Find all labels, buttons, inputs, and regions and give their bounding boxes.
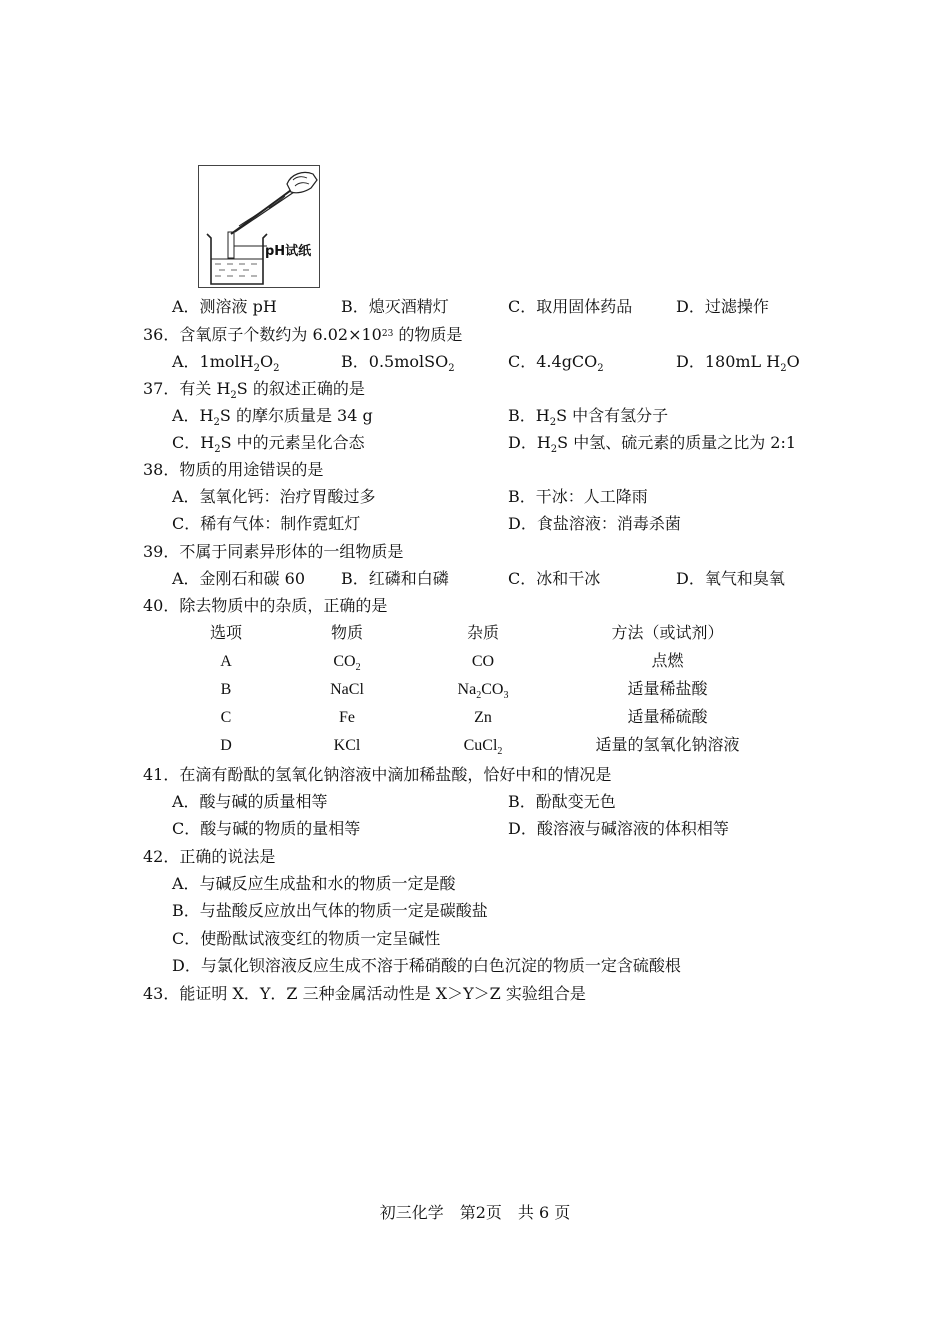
q41-option-c: C．酸与碱的物质的量相等 <box>172 819 361 838</box>
q38-option-c: C．稀有气体：制作霓虹灯 <box>172 514 361 533</box>
q38-option-a: A．氢氧化钙：治疗胃酸过多 <box>172 487 376 506</box>
q35-option-a: A．测溶液 pH <box>172 297 277 316</box>
cell-option: D <box>220 737 232 754</box>
q37-option-a: A．$H_2S$ 的摩尔质量是 34 g <box>172 406 373 428</box>
q41-option-a: A．酸与碱的质量相等 <box>172 792 328 811</box>
cell-option: C <box>220 709 232 726</box>
ph-test-figure <box>198 165 320 288</box>
q37-option-d: D．$H_2S$ 中氢、硫元素的质量之比为 2:1 <box>508 433 797 455</box>
q42-option-a: A．与碱反应生成盐和水的物质一定是酸 <box>172 874 456 893</box>
q38-option-b: B．干冰：人工降雨 <box>508 487 648 506</box>
q35-option-b: B．熄灭酒精灯 <box>341 297 449 316</box>
cell-substance: $CO_2$ <box>333 653 361 673</box>
cell-impurity: Zn <box>474 709 492 726</box>
q39-option-d: D．氧气和臭氧 <box>676 569 785 588</box>
cell-option: B <box>220 681 232 698</box>
ph-paper-label: pH试纸 <box>265 244 312 259</box>
beaker-illustration <box>199 166 319 287</box>
q39-option-a: A．金刚石和碳 60 <box>172 569 306 588</box>
q36-stem: 36．含氧原子个数约为 $6.02\times 10^{23}$ 的物质是 <box>143 325 463 344</box>
q37-stem: 37．有关 $H_2S$ 的叙述正确的是 <box>143 379 365 401</box>
q37-option-b: B．$H_2S$ 中含有氢分子 <box>508 406 669 428</box>
cell-impurity: CO <box>471 653 495 670</box>
q43-stem: 43．能证明 X．Y．Z 三种金属活动性是 X＞Y＞Z 实验组合是 <box>143 984 586 1003</box>
q38-option-d: D．食盐溶液：消毒杀菌 <box>508 514 681 533</box>
cell-method: 点燃 <box>651 653 684 670</box>
q39-stem: 39．不属于同素异形体的一组物质是 <box>143 542 404 561</box>
cell-method: 适量的氢氧化钠溶液 <box>595 737 740 754</box>
cell-option: A <box>220 653 232 670</box>
q42-stem: 42．正确的说法是 <box>143 847 276 866</box>
q40-stem: 40．除去物质中的杂质，正确的是 <box>143 596 388 615</box>
cell-substance: Fe <box>339 709 355 726</box>
cell-impurity: CuCl$_2$ <box>463 737 503 757</box>
cell-method: 适量稀硫酸 <box>627 709 708 726</box>
q36-option-b: B．0.5molSO$_2$ <box>341 352 455 374</box>
q39-option-b: B．红磷和白磷 <box>341 569 449 588</box>
table-header-option: 选项 <box>209 625 242 642</box>
cell-method: 适量稀盐酸 <box>627 681 708 698</box>
q37-option-c: C．$H_2S$ 中的元素呈化合态 <box>172 433 365 455</box>
q42-option-b: B．与盐酸反应放出气体的物质一定是碳酸盐 <box>172 901 488 920</box>
q35-option-d: D．过滤操作 <box>676 297 769 316</box>
q39-option-c: C．冰和干冰 <box>508 569 601 588</box>
cell-substance: NaCl <box>330 681 364 698</box>
table-header-impurity: 杂质 <box>466 625 499 642</box>
page-footer: 初三化学 第2页 共 6 页 <box>379 1203 571 1222</box>
q36-option-d: D．180mL $H_2O$ <box>676 352 800 374</box>
q35-option-c: C．取用固体药品 <box>508 297 633 316</box>
cell-impurity: $Na_2CO_3$ <box>457 681 509 701</box>
q42-option-c: C．使酚酞试液变红的物质一定呈碱性 <box>172 929 441 948</box>
q36-option-a: A．$1molH_2O_2$ <box>172 352 280 374</box>
q38-stem: 38．物质的用途错误的是 <box>143 460 324 479</box>
q41-option-b: B．酚酞变无色 <box>508 792 616 811</box>
q41-stem: 41．在滴有酚酞的氢氧化钠溶液中滴加稀盐酸，恰好中和的情况是 <box>143 765 612 784</box>
q42-option-d: D．与氯化钡溶液反应生成不溶于稀硝酸的白色沉淀的物质一定含硫酸根 <box>172 956 681 975</box>
q36-option-c: C．4.4gCO$_2$ <box>508 352 604 374</box>
table-header-substance: 物质 <box>330 625 363 642</box>
q41-option-d: D．酸溶液与碱溶液的体积相等 <box>508 819 729 838</box>
table-header-method: 方法（或试剂） <box>611 625 724 642</box>
cell-substance: KCl <box>333 737 361 754</box>
